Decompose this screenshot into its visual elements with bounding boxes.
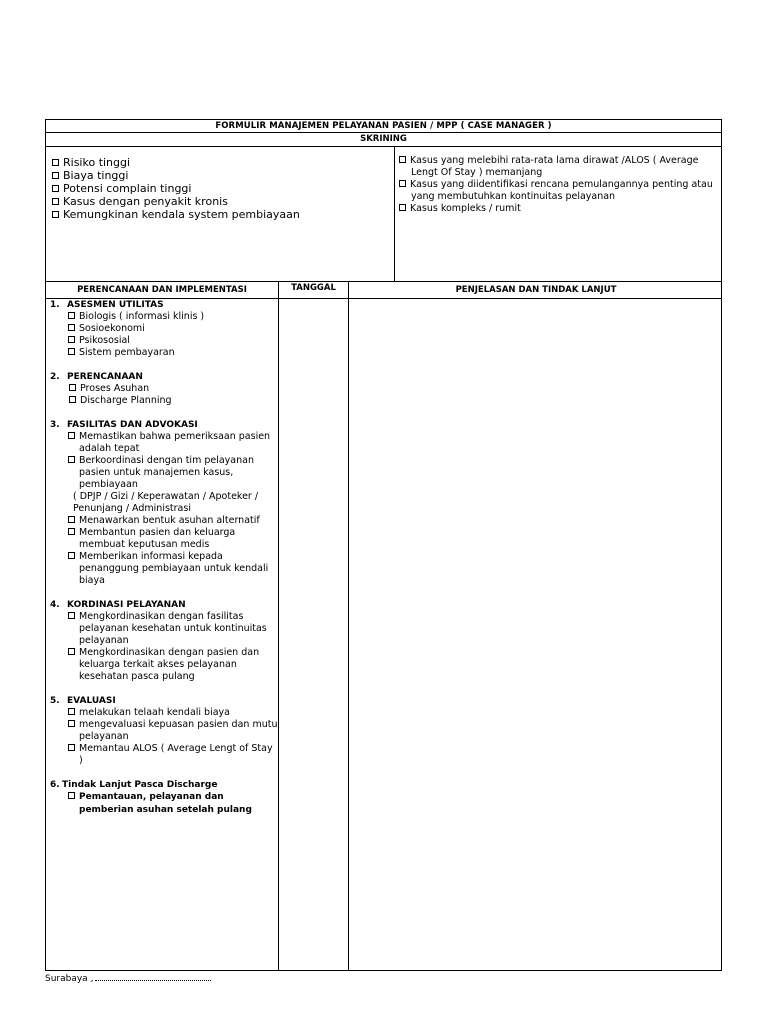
- checkbox-icon[interactable]: [68, 648, 75, 655]
- checkbox-icon[interactable]: [52, 172, 59, 179]
- date-column-header: TANGGAL: [291, 283, 336, 293]
- section-kordinasi: 4. KORDINASI PELAYANAN Mengkordinasikan dengan fasilitas pelayanan kesehatan untuk kontinuitas pelayanan Mengkordinasikan dengan pasien dan keluarga terkait akses pelayanan kesehatan pasca pulang: [50, 599, 278, 683]
- checkbox-icon[interactable]: [68, 456, 75, 463]
- date-field[interactable]: [95, 972, 211, 981]
- checkbox-icon[interactable]: [68, 336, 75, 343]
- checkbox-item[interactable]: Memantau ALOS ( Average Lengt of Stay ): [50, 743, 278, 767]
- checkbox-item[interactable]: Memberikan informasi kepada penanggung pembiayaan untuk kendali biaya: [50, 551, 278, 587]
- checkbox-icon[interactable]: [52, 159, 59, 166]
- checkbox-icon[interactable]: [68, 792, 75, 799]
- checkbox-item[interactable]: Mengkordinasikan dengan fasilitas pelayanan kesehatan untuk kontinuitas pelayanan: [50, 611, 278, 647]
- checkbox-item[interactable]: Kemungkinan kendala system pembiayaan: [52, 208, 300, 221]
- checkbox-icon[interactable]: [68, 312, 75, 319]
- checkbox-icon[interactable]: [69, 384, 76, 391]
- divider: [348, 281, 349, 971]
- screening-left-list: [52, 156, 300, 221]
- notes-column-header: PENJELASAN DAN TINDAK LANJUT: [455, 285, 617, 295]
- checkbox-item[interactable]: Risiko tinggi: [52, 156, 300, 169]
- screening-right-list: [399, 155, 719, 215]
- checkbox-item[interactable]: Proses Asuhan: [50, 383, 278, 395]
- checkbox-item[interactable]: Biologis ( informasi klinis ): [50, 311, 278, 323]
- checkbox-item[interactable]: Mengkordinasikan dengan pasien dan keluarga terkait akses pelayanan kesehatan pasca pulang: [50, 647, 278, 683]
- checkbox-icon[interactable]: [52, 198, 59, 205]
- divider: [278, 281, 279, 971]
- note-text: ( DPJP / Gizi / Keperawatan / Apoteker / Penunjang / Administrasi: [73, 491, 259, 514]
- section-asesmen: 1. ASESMEN UTILITAS Biologis ( informasi klinis ) Sosioekonomi Psikososial Sistem pembayaran: [50, 299, 278, 359]
- checkbox-icon[interactable]: [68, 516, 75, 523]
- checkbox-icon[interactable]: [52, 185, 59, 192]
- plan-column: [50, 299, 278, 817]
- checkbox-icon[interactable]: [68, 720, 75, 727]
- checkbox-icon[interactable]: [68, 552, 75, 559]
- checkbox-item[interactable]: Menawarkan bentuk asuhan alternatif: [50, 515, 278, 527]
- screening-heading: SKRINING: [360, 134, 407, 144]
- checkbox-item[interactable]: mengevaluasi kepuasan pasien dan mutu pelayanan: [50, 719, 278, 743]
- checkbox-item[interactable]: Pemantauan, pelayanan dan pemberian asuhan setelah pulang: [50, 791, 278, 817]
- checkbox-item[interactable]: Psikososial: [50, 335, 278, 347]
- section-perencanaan: 2. PERENCANAAN Proses Asuhan Discharge Planning: [50, 371, 278, 407]
- checkbox-icon[interactable]: [68, 708, 75, 715]
- checkbox-item[interactable]: Sosioekonomi: [50, 323, 278, 335]
- checkbox-item[interactable]: Kasus yang melebihi rata-rata lama dirawat /ALOS ( Average Lengt Of Stay ) memanjang: [399, 155, 719, 179]
- checkbox-item[interactable]: Kasus dengan penyakit kronis: [52, 195, 300, 208]
- section-tindak-lanjut: 6. Tindak Lanjut Pasca Discharge Pemantauan, pelayanan dan pemberian asuhan setelah pulang: [50, 779, 278, 817]
- checkbox-item[interactable]: Discharge Planning: [50, 395, 278, 407]
- checkbox-icon[interactable]: [68, 612, 75, 619]
- form-title: FORMULIR MANAJEMEN PELAYANAN PASIEN / MPP ( CASE MANAGER ): [215, 121, 552, 131]
- checkbox-icon[interactable]: [68, 324, 75, 331]
- divider: [394, 146, 395, 281]
- checkbox-icon[interactable]: [68, 528, 75, 535]
- signature-line: [45, 972, 211, 985]
- divider: [46, 146, 721, 147]
- city-label: Surabaya ,: [45, 974, 94, 984]
- checkbox-icon[interactable]: [52, 211, 59, 218]
- checkbox-icon[interactable]: [68, 348, 75, 355]
- plan-column-header: PERENCANAAN DAN IMPLEMENTASI: [77, 285, 247, 295]
- checkbox-icon[interactable]: [399, 204, 406, 211]
- checkbox-item[interactable]: melakukan telaah kendali biaya: [50, 707, 278, 719]
- checkbox-item[interactable]: Berkoordinasi dengan tim pelayanan pasien untuk manajemen kasus, pembiayaan: [50, 455, 278, 491]
- checkbox-item[interactable]: Kasus yang diidentifikasi rencana pemulangannya penting atau yang membutuhkan kontinuitas pelayanan: [399, 179, 719, 203]
- checkbox-item[interactable]: Membantun pasien dan keluarga membuat keputusan medis: [50, 527, 278, 551]
- section-fasilitas: 3. FASILITAS DAN ADVOKASI Memastikan bahwa pemeriksaan pasien adalah tepat Berkoordinasi dengan tim pelayanan pasien untuk manajemen kasus, pembiayaan ( DPJP / Gizi / Keperawatan / Apoteker / Penunjang / Administrasi Menawarkan bentuk asuhan alternatif Membantun pasien dan keluarga membuat keputusan medis Memberikan informasi kepada penanggung pembiayaan untuk kendali biaya: [50, 419, 278, 587]
- mpp-form: [45, 119, 722, 971]
- checkbox-item[interactable]: Biaya tinggi: [52, 169, 300, 182]
- section-evaluasi: 5. EVALUASI melakukan telaah kendali biaya mengevaluasi kepuasan pasien dan mutu pelayanan Memantau ALOS ( Average Lengt of Stay ): [50, 696, 278, 766]
- checkbox-icon[interactable]: [399, 156, 406, 163]
- checkbox-icon[interactable]: [69, 396, 76, 403]
- checkbox-icon[interactable]: [68, 432, 75, 439]
- checkbox-item[interactable]: Memastikan bahwa pemeriksaan pasien adalah tepat: [50, 431, 278, 455]
- checkbox-item[interactable]: Kasus kompleks / rumit: [399, 203, 719, 215]
- checkbox-item[interactable]: Sistem pembayaran: [50, 347, 278, 359]
- checkbox-icon[interactable]: [68, 744, 75, 751]
- checkbox-icon[interactable]: [399, 180, 406, 187]
- checkbox-item[interactable]: Potensi complain tinggi: [52, 182, 300, 195]
